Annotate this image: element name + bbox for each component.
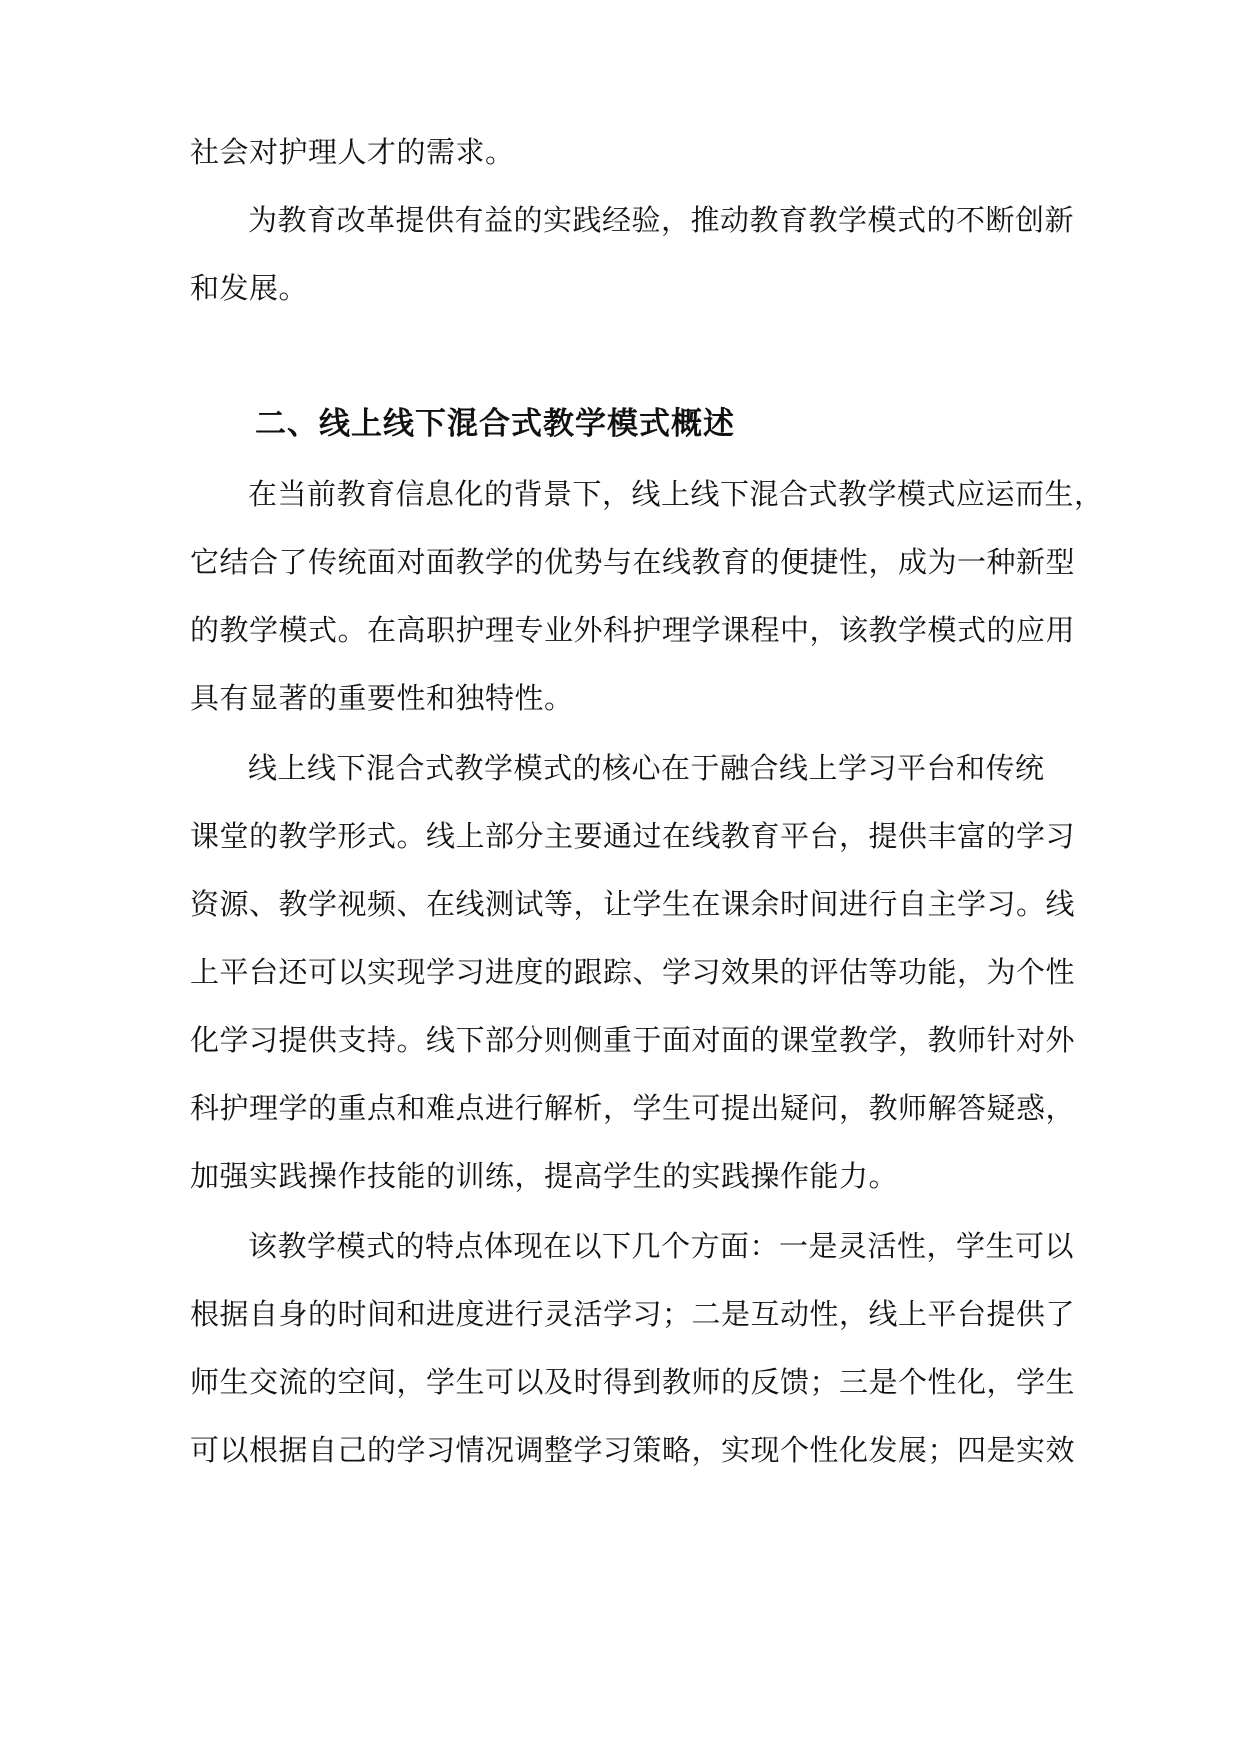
paragraph-5-line-2: 根据自身的时间和进度进行灵活学习；二是互动性，线上平台提供了	[190, 1297, 1076, 1331]
paragraph-5-line-4: 可以根据自己的学习情况调整学习策略，实现个性化发展；四是实效	[190, 1433, 1076, 1467]
paragraph-2-line-1: 为教育改革提供有益的实践经验，推动教育教学模式的不断创新	[248, 203, 1075, 237]
paragraph-4-line-1: 线上线下混合式教学模式的核心在于融合线上学习平台和传统	[248, 751, 1045, 785]
paragraph-4-line-2: 课堂的教学形式。线上部分主要通过在线教育平台，提供丰富的学习	[190, 819, 1076, 853]
paragraph-3-line-3: 的教学模式。在高职护理专业外科护理学课程中，该教学模式的应用	[190, 613, 1076, 647]
paragraph-4-line-5: 化学习提供支持。线下部分则侧重于面对面的课堂教学，教师针对外	[190, 1023, 1076, 1057]
paragraph-3-line-1: 在当前教育信息化的背景下，线上线下混合式教学模式应运而生，	[248, 477, 1104, 511]
paragraph-3-line-2: 它结合了传统面对面教学的优势与在线教育的便捷性，成为一种新型	[190, 545, 1076, 579]
paragraph-4-line-4: 上平台还可以实现学习进度的跟踪、学习效果的评估等功能，为个性	[190, 955, 1076, 989]
paragraph-4-line-7: 加强实践操作技能的训练，提高学生的实践操作能力。	[190, 1159, 899, 1193]
paragraph-5-line-3: 师生交流的空间，学生可以及时得到教师的反馈；三是个性化，学生	[190, 1365, 1076, 1399]
section-heading: 二、线上线下混合式教学模式概述	[255, 406, 735, 442]
paragraph-1-line-1: 社会对护理人才的需求。	[190, 135, 515, 169]
paragraph-3-line-4: 具有显著的重要性和独特性。	[190, 681, 574, 715]
paragraph-2-line-2: 和发展。	[190, 271, 309, 305]
paragraph-4-line-3: 资源、教学视频、在线测试等，让学生在课余时间进行自主学习。线	[190, 887, 1076, 921]
paragraph-5-line-1: 该教学模式的特点体现在以下几个方面：一是灵活性，学生可以	[248, 1229, 1075, 1263]
paragraph-4-line-6: 科护理学的重点和难点进行解析，学生可提出疑问，教师解答疑惑，	[190, 1091, 1076, 1125]
